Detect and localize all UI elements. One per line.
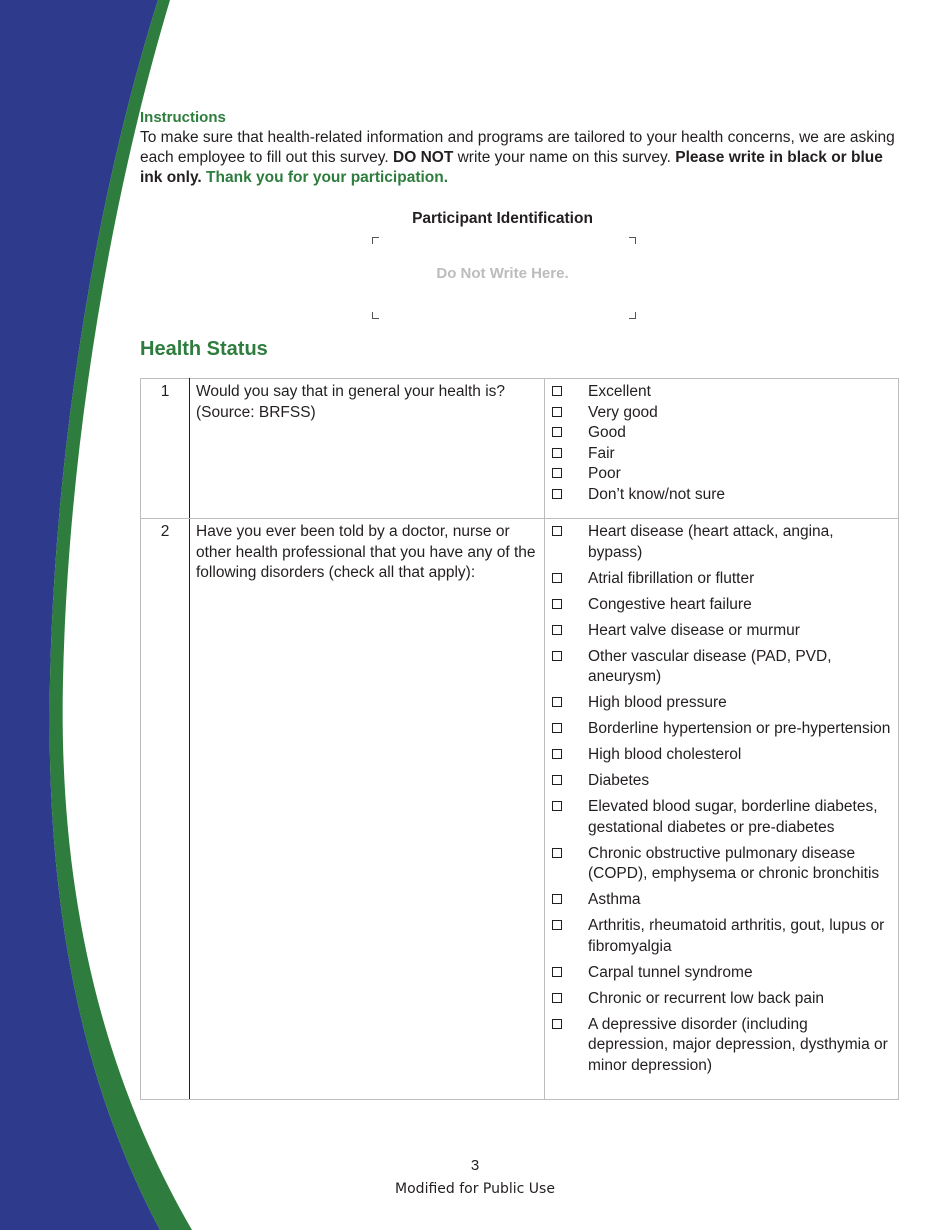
instructions-block bbox=[140, 108, 908, 188]
id-box-corner-bl bbox=[372, 312, 379, 319]
page-number: 3 bbox=[470, 1157, 480, 1174]
option-high-blood-pressure[interactable]: High blood pressure bbox=[551, 693, 892, 714]
checkbox[interactable] bbox=[552, 448, 562, 458]
participant-identification-title: Participant Identification bbox=[412, 210, 593, 227]
checkbox[interactable] bbox=[552, 407, 562, 417]
question-options bbox=[545, 519, 899, 1100]
option-carpal-tunnel[interactable]: Carpal tunnel syndrome bbox=[551, 963, 892, 984]
checkbox[interactable] bbox=[552, 386, 562, 396]
id-box-corner-tl bbox=[372, 237, 379, 244]
footer-note: Modified for Public Use bbox=[395, 1181, 555, 1197]
section-title: Health Status bbox=[140, 338, 268, 360]
navy-band bbox=[0, 0, 160, 1230]
option-dont-know[interactable]: Don’t know/not sure bbox=[551, 485, 892, 506]
option-fair[interactable]: Fair bbox=[551, 444, 892, 465]
checkbox[interactable] bbox=[552, 697, 562, 707]
option-good[interactable]: Good bbox=[551, 423, 892, 444]
option-copd[interactable]: Chronic obstructive pulmonary disease (COPD), emphysema or chronic bronchitis bbox=[551, 844, 892, 885]
instructions-text: To make sure that health-related information and programs are tailored to your health concerns, we are asking each employee to fill out this survey. DO NOT write your name on this survey. Please write in black or blue ink only. Thank you for your participation. bbox=[140, 129, 895, 186]
option-heart-disease[interactable]: Heart disease (heart attack, angina, bypass) bbox=[551, 522, 892, 563]
option-high-blood-cholesterol[interactable]: High blood cholesterol bbox=[551, 745, 892, 766]
option-atrial-fibrillation[interactable]: Atrial fibrillation or flutter bbox=[551, 569, 892, 590]
question-row bbox=[141, 519, 899, 1100]
checkbox[interactable] bbox=[552, 920, 562, 930]
checkbox[interactable] bbox=[552, 427, 562, 437]
question-number: 1 bbox=[141, 379, 190, 519]
question-options bbox=[545, 379, 899, 519]
option-heart-valve-disease[interactable]: Heart valve disease or murmur bbox=[551, 621, 892, 642]
checkbox[interactable] bbox=[552, 599, 562, 609]
checkbox[interactable] bbox=[552, 1019, 562, 1029]
checkbox[interactable] bbox=[552, 801, 562, 811]
option-arthritis[interactable]: Arthritis, rheumatoid arthritis, gout, lupus or fibromyalgia bbox=[551, 916, 892, 957]
checkbox[interactable] bbox=[552, 848, 562, 858]
checkbox[interactable] bbox=[552, 468, 562, 478]
option-diabetes[interactable]: Diabetes bbox=[551, 771, 892, 792]
do-not-write-here-label: Do Not Write Here. bbox=[436, 265, 569, 282]
option-excellent[interactable]: Excellent bbox=[551, 382, 892, 403]
checkbox[interactable] bbox=[552, 625, 562, 635]
option-poor[interactable]: Poor bbox=[551, 464, 892, 485]
question-row bbox=[141, 379, 899, 519]
checkbox[interactable] bbox=[552, 651, 562, 661]
option-low-back-pain[interactable]: Chronic or recurrent low back pain bbox=[551, 989, 892, 1010]
checkbox[interactable] bbox=[552, 573, 562, 583]
question-number: 2 bbox=[141, 519, 190, 1100]
option-very-good[interactable]: Very good bbox=[551, 403, 892, 424]
checkbox[interactable] bbox=[552, 894, 562, 904]
option-other-vascular-disease[interactable]: Other vascular disease (PAD, PVD, aneurysm) bbox=[551, 647, 892, 688]
checkbox[interactable] bbox=[552, 993, 562, 1003]
option-asthma[interactable]: Asthma bbox=[551, 890, 892, 911]
option-borderline-hypertension[interactable]: Borderline hypertension or pre-hypertension bbox=[551, 719, 892, 740]
checkbox[interactable] bbox=[552, 526, 562, 536]
instructions-heading: Instructions bbox=[140, 109, 226, 126]
question-text: Have you ever been told by a doctor, nurse or other health professional that you have any of the following disorders (check all that apply): bbox=[190, 519, 545, 1100]
checkbox[interactable] bbox=[552, 967, 562, 977]
checkbox[interactable] bbox=[552, 749, 562, 759]
question-text: Would you say that in general your health is? (Source: BRFSS) bbox=[190, 379, 545, 519]
checkbox[interactable] bbox=[552, 775, 562, 785]
option-depressive-disorder[interactable]: A depressive disorder (including depression, major depression, dysthymia or minor depression) bbox=[551, 1015, 892, 1077]
checkbox[interactable] bbox=[552, 723, 562, 733]
id-box-corner-tr bbox=[629, 237, 636, 244]
option-congestive-heart-failure[interactable]: Congestive heart failure bbox=[551, 595, 892, 616]
id-box-corner-br bbox=[629, 312, 636, 319]
survey-table bbox=[140, 378, 899, 1100]
option-elevated-blood-sugar[interactable]: Elevated blood sugar, borderline diabetes, gestational diabetes or pre-diabetes bbox=[551, 797, 892, 838]
checkbox[interactable] bbox=[552, 489, 562, 499]
